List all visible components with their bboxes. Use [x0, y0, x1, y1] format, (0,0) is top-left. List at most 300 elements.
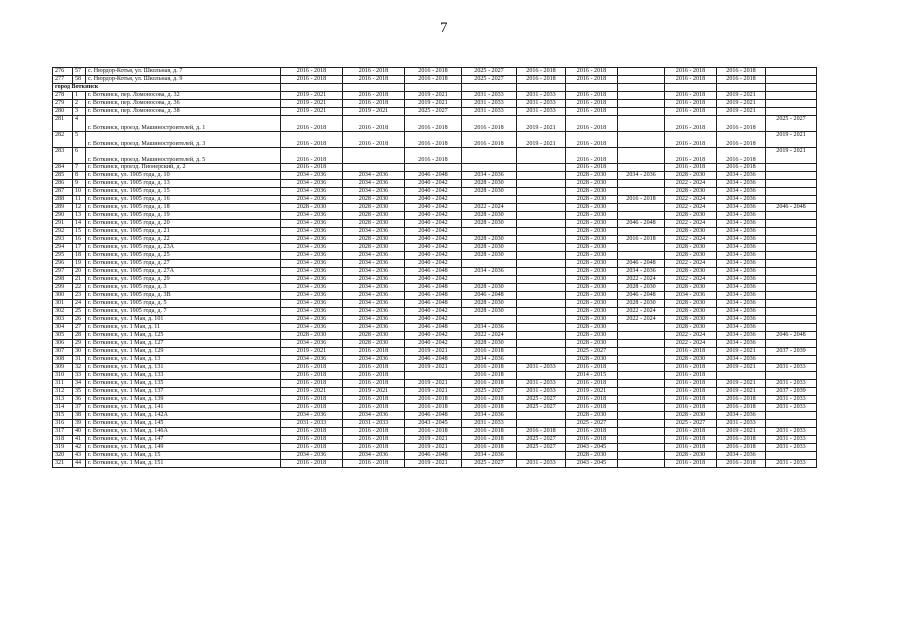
row-subnumber: 10	[73, 188, 86, 196]
period-cell: 2016 - 2018	[343, 116, 405, 132]
period-cell	[618, 324, 665, 332]
period-cell: 2034 - 2036	[281, 356, 343, 364]
address-cell: г. Воткинск, ул. 1 Мая, д. 141	[86, 404, 281, 412]
period-cell: 2043 - 2045	[566, 460, 618, 468]
row-subnumber: 40	[73, 428, 86, 436]
period-cell	[618, 452, 665, 460]
period-cell: 2019 - 2021	[566, 388, 618, 396]
period-cell: 2034 - 2036	[717, 452, 766, 460]
period-cell	[766, 356, 817, 364]
row-subnumber: 14	[73, 220, 86, 228]
address-cell: г. Воткинск, пер. Ломоносова, д. 38	[86, 108, 281, 116]
table-row	[53, 148, 817, 164]
period-cell	[766, 412, 817, 420]
period-cell: 2046 - 2048	[462, 292, 517, 300]
period-cell	[462, 196, 517, 204]
address-cell: г. Воткинск, ул. 1905 года, д. 21	[86, 228, 281, 236]
period-cell	[517, 356, 566, 364]
period-cell	[618, 244, 665, 252]
period-cell: 2028 - 2030	[566, 300, 618, 308]
period-cell	[766, 452, 817, 460]
table-row	[53, 396, 817, 404]
period-cell: 2046 - 2048	[405, 172, 462, 180]
period-cell: 2028 - 2030	[566, 332, 618, 340]
period-cell: 2028 - 2030	[566, 284, 618, 292]
period-cell: 2034 - 2036	[281, 188, 343, 196]
period-cell: 2016 - 2018	[665, 380, 717, 388]
period-cell: 2034 - 2036	[717, 292, 766, 300]
address-cell: г. Воткинск, ул. 1905 года, д. 27	[86, 260, 281, 268]
period-cell: 2019 - 2021	[405, 460, 462, 468]
row-number: 296	[53, 260, 73, 268]
row-subnumber: 35	[73, 388, 86, 396]
period-cell	[517, 340, 566, 348]
period-cell: 2014 - 2015	[566, 372, 618, 380]
period-cell: 2016 - 2018	[566, 364, 618, 372]
period-cell: 2031 - 2033	[766, 404, 817, 412]
period-cell: 2016 - 2018	[281, 68, 343, 76]
period-cell: 2016 - 2018	[281, 132, 343, 148]
period-cell: 2034 - 2036	[717, 228, 766, 236]
empty-cell	[281, 84, 343, 92]
row-number: 316	[53, 420, 73, 428]
period-cell	[766, 292, 817, 300]
period-cell: 2028 - 2030	[462, 188, 517, 196]
row-number: 318	[53, 436, 73, 444]
row-subnumber: 58	[73, 76, 86, 84]
period-cell: 2034 - 2036	[343, 300, 405, 308]
period-cell: 2016 - 2018	[281, 428, 343, 436]
table-row	[53, 252, 817, 260]
period-cell: 2016 - 2018	[462, 428, 517, 436]
period-cell	[618, 148, 665, 164]
period-cell: 2016 - 2018	[665, 164, 717, 172]
period-cell: 2028 - 2030	[462, 236, 517, 244]
period-cell	[517, 420, 566, 428]
period-cell: 2016 - 2018	[281, 396, 343, 404]
period-cell: 2016 - 2018	[343, 100, 405, 108]
period-cell: 2016 - 2018	[717, 164, 766, 172]
period-cell	[618, 180, 665, 188]
period-cell: 2028 - 2030	[665, 300, 717, 308]
period-cell: 2016 - 2018	[405, 148, 462, 164]
period-cell: 2034 - 2036	[717, 284, 766, 292]
period-cell: 2019 - 2021	[717, 388, 766, 396]
period-cell: 2031 - 2033	[766, 428, 817, 436]
period-cell: 2016 - 2018	[665, 68, 717, 76]
row-number: 321	[53, 460, 73, 468]
row-number: 315	[53, 412, 73, 420]
period-cell: 2034 - 2036	[343, 412, 405, 420]
period-cell	[517, 252, 566, 260]
row-number: 292	[53, 228, 73, 236]
address-cell: г. Воткинск, ул. 1 Мая, д. 125	[86, 332, 281, 340]
period-cell: 2034 - 2036	[717, 188, 766, 196]
period-cell: 2016 - 2018	[343, 460, 405, 468]
period-cell: 2016 - 2018	[665, 108, 717, 116]
period-cell: 2034 - 2036	[717, 236, 766, 244]
address-cell: г. Воткинск, ул. 1905 года, д. 19	[86, 212, 281, 220]
period-cell: 2016 - 2018	[665, 148, 717, 164]
period-cell: 2028 - 2030	[566, 172, 618, 180]
row-number: 306	[53, 340, 73, 348]
period-cell: 2016 - 2018	[462, 436, 517, 444]
period-cell: 2034 - 2036	[343, 292, 405, 300]
period-cell: 2016 - 2018	[462, 116, 517, 132]
period-cell	[766, 268, 817, 276]
period-cell	[766, 244, 817, 252]
period-cell	[618, 460, 665, 468]
table-row	[53, 452, 817, 460]
period-cell	[517, 180, 566, 188]
address-cell: г. Воткинск, ул. 1 Мая, д. 129	[86, 348, 281, 356]
period-cell: 2025 - 2027	[517, 444, 566, 452]
period-cell: 2022 - 2024	[665, 340, 717, 348]
period-cell: 2031 - 2033	[517, 100, 566, 108]
table-row	[53, 100, 817, 108]
table-row	[53, 180, 817, 188]
period-cell: 2034 - 2036	[343, 172, 405, 180]
period-cell	[517, 220, 566, 228]
table-row	[53, 260, 817, 268]
period-cell	[766, 76, 817, 84]
period-cell: 2034 - 2036	[717, 196, 766, 204]
period-cell	[462, 228, 517, 236]
period-cell	[766, 252, 817, 260]
period-cell	[766, 308, 817, 316]
period-cell: 2028 - 2030	[566, 252, 618, 260]
page-number: 7	[440, 20, 448, 36]
period-cell: 2016 - 2018	[566, 396, 618, 404]
period-cell: 2034 - 2036	[343, 324, 405, 332]
period-cell: 2034 - 2036	[281, 244, 343, 252]
period-cell: 2016 - 2018	[665, 372, 717, 380]
row-number: 313	[53, 396, 73, 404]
row-subnumber: 26	[73, 316, 86, 324]
period-cell: 2034 - 2036	[281, 228, 343, 236]
period-cell: 2028 - 2030	[665, 284, 717, 292]
row-subnumber: 15	[73, 228, 86, 236]
address-cell: г. Воткинск, ул. 1 Мая, д. 131	[86, 364, 281, 372]
period-cell: 2025 - 2027	[517, 396, 566, 404]
period-cell: 2034 - 2036	[717, 340, 766, 348]
period-cell: 2034 - 2036	[717, 276, 766, 284]
row-subnumber: 34	[73, 380, 86, 388]
period-cell: 2028 - 2030	[462, 180, 517, 188]
period-cell: 2016 - 2018	[665, 444, 717, 452]
period-cell: 2028 - 2030	[343, 212, 405, 220]
row-subnumber: 28	[73, 332, 86, 340]
period-cell: 2016 - 2018	[281, 460, 343, 468]
period-cell: 2016 - 2018	[566, 380, 618, 388]
address-cell: г. Воткинск, ул. 1 Мая, д. 127	[86, 340, 281, 348]
period-cell: 2034 - 2036	[618, 172, 665, 180]
period-cell: 2040 - 2042	[405, 220, 462, 228]
period-cell: 2034 - 2036	[281, 180, 343, 188]
period-cell	[517, 332, 566, 340]
address-cell: г. Воткинск, ул. 1905 года, д. 16	[86, 196, 281, 204]
period-cell: 2016 - 2018	[717, 404, 766, 412]
address-cell: г. Воткинск, пер. Ломоносова, д. 36	[86, 100, 281, 108]
period-cell: 2016 - 2018	[405, 68, 462, 76]
period-cell	[766, 172, 817, 180]
address-cell: г. Воткинск, ул. 1905 года, д. 13	[86, 180, 281, 188]
schedule-table	[52, 67, 817, 468]
table-row	[53, 444, 817, 452]
period-cell: 2022 - 2024	[665, 196, 717, 204]
period-cell: 2040 - 2042	[405, 236, 462, 244]
period-cell: 2031 - 2033	[766, 380, 817, 388]
row-subnumber: 12	[73, 204, 86, 212]
period-cell	[618, 348, 665, 356]
period-cell	[462, 260, 517, 268]
period-cell: 2034 - 2036	[281, 172, 343, 180]
period-cell: 2040 - 2042	[405, 188, 462, 196]
period-cell: 2019 - 2021	[405, 348, 462, 356]
period-cell: 2019 - 2021	[281, 92, 343, 100]
period-cell: 2025 - 2027	[462, 76, 517, 84]
table-row	[53, 196, 817, 204]
period-cell	[517, 308, 566, 316]
row-number: 284	[53, 164, 73, 172]
period-cell: 2040 - 2042	[405, 228, 462, 236]
period-cell	[618, 380, 665, 388]
period-cell: 2019 - 2021	[281, 348, 343, 356]
table-row	[53, 436, 817, 444]
period-cell: 2031 - 2033	[462, 92, 517, 100]
period-cell: 2022 - 2024	[618, 276, 665, 284]
period-cell: 2016 - 2018	[717, 148, 766, 164]
period-cell	[517, 292, 566, 300]
period-cell: 2022 - 2024	[665, 332, 717, 340]
period-cell: 2016 - 2018	[281, 164, 343, 172]
period-cell	[618, 444, 665, 452]
period-cell: 2016 - 2018	[665, 132, 717, 148]
period-cell: 2016 - 2018	[343, 444, 405, 452]
period-cell: 2028 - 2030	[566, 316, 618, 324]
table-row	[53, 268, 817, 276]
period-cell: 2025 - 2027	[517, 404, 566, 412]
period-cell	[517, 324, 566, 332]
period-cell: 2034 - 2036	[717, 332, 766, 340]
period-cell: 2034 - 2036	[717, 268, 766, 276]
period-cell: 2022 - 2024	[665, 204, 717, 212]
table-row	[53, 228, 817, 236]
row-subnumber: 36	[73, 396, 86, 404]
period-cell	[618, 372, 665, 380]
period-cell: 2028 - 2030	[462, 212, 517, 220]
row-number: 291	[53, 220, 73, 228]
period-cell: 2016 - 2018	[343, 428, 405, 436]
row-subnumber: 39	[73, 420, 86, 428]
period-cell: 2046 - 2048	[405, 412, 462, 420]
period-cell: 2034 - 2036	[665, 292, 717, 300]
period-cell: 2016 - 2018	[281, 380, 343, 388]
empty-cell	[766, 84, 817, 92]
period-cell: 2028 - 2030	[566, 228, 618, 236]
period-cell: 2034 - 2036	[343, 268, 405, 276]
period-cell	[618, 396, 665, 404]
period-cell	[517, 244, 566, 252]
address-cell: г. Воткинск, ул. 1905 года, д. 23А	[86, 244, 281, 252]
period-cell: 2016 - 2018	[462, 364, 517, 372]
period-cell: 2028 - 2030	[281, 204, 343, 212]
period-cell	[618, 164, 665, 172]
table-row	[53, 316, 817, 324]
period-cell	[766, 372, 817, 380]
period-cell: 2019 - 2021	[766, 132, 817, 148]
row-number: 289	[53, 204, 73, 212]
period-cell: 2028 - 2030	[343, 332, 405, 340]
period-cell: 2016 - 2018	[343, 372, 405, 380]
address-cell: г. Воткинск, ул. 1 Мая, д. 139	[86, 396, 281, 404]
period-cell: 2028 - 2030	[281, 332, 343, 340]
address-cell: г. Воткинск, ул. 1 Мая, д. 11	[86, 324, 281, 332]
period-cell: 2034 - 2036	[281, 412, 343, 420]
period-cell	[618, 420, 665, 428]
period-cell	[517, 452, 566, 460]
address-cell: г. Воткинск, ул. 1 Мая, д. 147	[86, 436, 281, 444]
row-number: 317	[53, 428, 73, 436]
period-cell	[517, 348, 566, 356]
period-cell: 2031 - 2033	[343, 420, 405, 428]
period-cell: 2028 - 2030	[343, 204, 405, 212]
table-row	[53, 276, 817, 284]
period-cell: 2031 - 2033	[462, 100, 517, 108]
period-cell: 2016 - 2018	[343, 380, 405, 388]
empty-cell	[462, 84, 517, 92]
period-cell: 2034 - 2036	[717, 324, 766, 332]
table-row	[53, 132, 817, 148]
period-cell: 2019 - 2021	[517, 132, 566, 148]
period-cell: 2016 - 2018	[281, 444, 343, 452]
period-cell: 2040 - 2042	[405, 204, 462, 212]
period-cell	[517, 260, 566, 268]
period-cell: 2019 - 2021	[717, 92, 766, 100]
period-cell: 2028 - 2030	[566, 308, 618, 316]
period-cell: 2016 - 2018	[566, 436, 618, 444]
period-cell: 2046 - 2048	[405, 324, 462, 332]
row-subnumber: 32	[73, 364, 86, 372]
period-cell: 2028 - 2030	[566, 180, 618, 188]
address-cell: г. Воткинск, ул. 1 Мая, д. 101	[86, 316, 281, 324]
period-cell: 2022 - 2024	[618, 316, 665, 324]
period-cell: 2028 - 2030	[665, 356, 717, 364]
period-cell: 2022 - 2024	[665, 236, 717, 244]
period-cell: 2016 - 2018	[281, 436, 343, 444]
period-cell: 2016 - 2018	[343, 436, 405, 444]
row-number: 307	[53, 348, 73, 356]
period-cell: 2034 - 2036	[343, 452, 405, 460]
period-cell: 2028 - 2030	[665, 316, 717, 324]
period-cell: 2025 - 2027	[405, 108, 462, 116]
period-cell: 2028 - 2030	[665, 212, 717, 220]
table-row	[53, 92, 817, 100]
address-cell: г. Воткинск, ул. 1 Мая, д. 149	[86, 444, 281, 452]
period-cell: 2016 - 2018	[717, 116, 766, 132]
address-cell: г. Воткинск, ул. 1905 года, д. 29	[86, 276, 281, 284]
row-subnumber: 7	[73, 164, 86, 172]
row-subnumber: 27	[73, 324, 86, 332]
period-cell	[618, 92, 665, 100]
period-cell: 2019 - 2021	[517, 116, 566, 132]
period-cell: 2016 - 2018	[566, 92, 618, 100]
period-cell: 2040 - 2042	[405, 332, 462, 340]
period-cell: 2034 - 2036	[343, 308, 405, 316]
period-cell: 2019 - 2021	[405, 364, 462, 372]
period-cell: 2046 - 2048	[405, 300, 462, 308]
period-cell: 2019 - 2021	[717, 108, 766, 116]
row-subnumber: 41	[73, 436, 86, 444]
period-cell: 2040 - 2042	[405, 308, 462, 316]
period-cell: 2022 - 2024	[665, 220, 717, 228]
period-cell: 2028 - 2030	[566, 196, 618, 204]
period-cell: 2028 - 2030	[665, 308, 717, 316]
period-cell: 2019 - 2021	[281, 108, 343, 116]
period-cell	[462, 148, 517, 164]
period-cell: 2019 - 2021	[717, 380, 766, 388]
row-number: 286	[53, 180, 73, 188]
table-row	[53, 420, 817, 428]
row-subnumber: 23	[73, 292, 86, 300]
period-cell	[618, 116, 665, 132]
period-cell: 2016 - 2018	[566, 428, 618, 436]
table-row	[53, 380, 817, 388]
period-cell: 2019 - 2021	[717, 364, 766, 372]
period-cell: 2016 - 2018	[566, 76, 618, 84]
period-cell	[766, 196, 817, 204]
period-cell: 2031 - 2033	[517, 108, 566, 116]
period-cell: 2031 - 2033	[517, 92, 566, 100]
period-cell: 2016 - 2018	[717, 396, 766, 404]
period-cell: 2028 - 2030	[665, 252, 717, 260]
table-row	[53, 364, 817, 372]
period-cell: 2022 - 2024	[665, 276, 717, 284]
row-subnumber: 16	[73, 236, 86, 244]
address-cell: г. Воткинск, проезд. Машиностроителей, д. 1	[86, 116, 281, 132]
period-cell: 2016 - 2018	[618, 196, 665, 204]
row-subnumber: 30	[73, 348, 86, 356]
period-cell	[618, 68, 665, 76]
period-cell	[766, 212, 817, 220]
period-cell	[618, 332, 665, 340]
period-cell: 2028 - 2030	[462, 284, 517, 292]
period-cell: 2016 - 2018	[462, 404, 517, 412]
table-row	[53, 348, 817, 356]
period-cell	[618, 252, 665, 260]
period-cell: 2016 - 2018	[343, 364, 405, 372]
row-subnumber: 5	[73, 132, 86, 148]
period-cell: 2034 - 2036	[462, 172, 517, 180]
table-row	[53, 340, 817, 348]
period-cell: 2016 - 2018	[462, 396, 517, 404]
empty-cell	[717, 84, 766, 92]
period-cell	[766, 100, 817, 108]
row-number: 320	[53, 452, 73, 460]
row-number: 295	[53, 252, 73, 260]
address-cell: г. Воткинск, ул. 1 Мая, д. 135	[86, 380, 281, 388]
period-cell: 2031 - 2033	[766, 364, 817, 372]
period-cell: 2016 - 2018	[517, 428, 566, 436]
period-cell: 2016 - 2018	[343, 132, 405, 148]
period-cell	[766, 188, 817, 196]
period-cell: 2034 - 2036	[281, 196, 343, 204]
row-number: 301	[53, 300, 73, 308]
address-cell: г. Воткинск, ул. 1 Мая, д. 146А	[86, 428, 281, 436]
address-cell: г. Воткинск, ул. 1905 года, д. 20	[86, 220, 281, 228]
table-row	[53, 412, 817, 420]
row-number: 278	[53, 92, 73, 100]
